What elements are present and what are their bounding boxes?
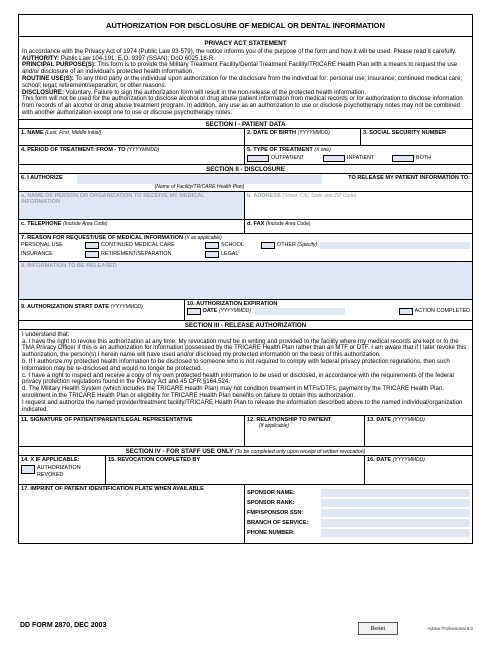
type-of-treatment: 5. TYPE OF TREATMENT (X one) OUTPATIENT INPATIENT BOTH xyxy=(247,146,431,162)
sponsor-name-label: SPONSOR NAME: xyxy=(247,490,295,497)
retirement-checkbox[interactable] xyxy=(205,251,219,258)
period-of-treatment-field[interactable]: 4. PERIOD OF TREATMENT: FROM - TO (YYYYMMDD) xyxy=(19,146,245,164)
insurance-label: INSURANCE xyxy=(21,251,53,258)
authorize-label: 6. I AUTHORIZE xyxy=(21,174,63,181)
relationship-field[interactable]: 12. RELATIONSHIP TO PATIENT (If applicable) xyxy=(245,416,365,446)
start-date-field[interactable]: 9. AUTHORIZATION START DATE (YYYYMMDD) xyxy=(19,300,185,320)
phone-field[interactable] xyxy=(321,529,470,537)
authorization-revoked-label: AUTHORIZATION REVOKED xyxy=(37,465,81,478)
outpatient-checkbox[interactable] xyxy=(247,155,269,162)
x-if-applicable: 14. X IF APPLICABLE: AUTHORIZATION REVOKED xyxy=(19,456,106,484)
continued-care-label: CONTINUED MEDICAL CARE xyxy=(101,242,175,249)
privacy-intro: In accordance with the Privacy Act of 1974 (Public Law 93-579), the notice informs you of the purpose of the form and how it will be used. Please read it carefully. xyxy=(22,47,457,55)
action-completed-label: ACTION COMPLETED xyxy=(414,308,470,315)
retirement-label: RETIREMENT/SEPARATION xyxy=(101,251,172,258)
fax-field[interactable]: d. FAX (Include Area Code) xyxy=(247,220,311,227)
signature-field[interactable]: 11. SIGNATURE OF PATIENT/PARENT/LEGAL REPRESENTATIVE xyxy=(19,416,245,446)
authorization-form xyxy=(18,14,473,544)
release-terms: I understand that: a. I have the right to revoke this authorization at any time. My revocation must be in writing and provided to the facility where my medical records are kept or to the TMA Privacy Officer if this is an authorization for information possessed by the TRICARE Health Plan rather than an MTF or DTF. I am aware that if I later revoke this authorization, the person(s) I herein name will have used and/or disclosed my protected information on the basis of this authorization. b. If I authorize my protected health information to be disclosed to someone who is not required to comply with federal privacy protection regulations, then such information may be re-disclosed and would no longer be protected. c. I have a right to inspect and receive a copy of my own protected health information to be used or disclosed, in accordance with the requirements of the federal privacy protection regulations found in the Privacy Act and 45 CFR §164.524. d. The Military Health System (which includes the TRICARE Health Plan) may not condition treatment in MTFs/DTFs, payment by the TRICARE Health Plan, enrollment in the TRICARE Health Plan or eligibility for TRICARE Health Plan benefits on failure to obtain this authorization. I request and authorize the named provider/treatment facility/TRICARE Health Plan to release the information described above to the named individual/organization indicated. xyxy=(19,330,472,417)
action-completed-checkbox[interactable] xyxy=(399,308,413,315)
authorization-revoked-checkbox[interactable] xyxy=(21,465,35,474)
other-checkbox[interactable] xyxy=(261,242,275,249)
recipient-name-field[interactable]: a. NAME OF PERSON OR ORGANIZATION TO RECEIVE MY MEDICAL INFORMATION xyxy=(19,192,245,219)
expiration-date-field[interactable] xyxy=(255,308,345,315)
signature-date-field[interactable]: 13. DATE (YYYYMMDD) xyxy=(367,417,425,424)
both-label: BOTH xyxy=(416,155,431,162)
section-1-heading: SECTION I - PATIENT DATA xyxy=(19,120,472,129)
fmp-ssn-label: FMP/SPONSOR SSN: xyxy=(247,510,304,517)
continued-care-checkbox[interactable] xyxy=(205,242,219,249)
branch-label: BRANCH OF SERVICE: xyxy=(247,520,309,527)
privacy-authority: AUTHORITY: Public Law 104-191; E.O. 9397 (SSAN); DoD 6025.18-R. xyxy=(22,54,215,62)
recipient-address-field[interactable]: b. ADDRESS (Street, City, State and ZIP Code) xyxy=(247,192,357,199)
sponsor-rank-field[interactable] xyxy=(321,499,470,507)
information-to-be-released-field[interactable]: 8. INFORMATION TO BE RELEASED xyxy=(19,262,472,299)
revocation-completed-by-field[interactable]: 15. REVOCATION COMPLETED BY xyxy=(106,456,365,484)
other-label: OTHER xyxy=(277,242,296,249)
form-title: AUTHORIZATION FOR DISCLOSURE OF MEDICAL OR DENTAL INFORMATION xyxy=(19,15,472,37)
sponsor-name-field[interactable] xyxy=(321,489,470,497)
other-specify-field[interactable] xyxy=(320,242,470,249)
section-4-heading: SECTION IV - FOR STAFF USE ONLY (To be completed only upon receipt of written revocation) xyxy=(19,447,472,456)
telephone-field[interactable]: c. TELEPHONE (Include Area Code) xyxy=(19,220,245,233)
school-label: SCHOOL xyxy=(221,242,244,249)
branch-field[interactable] xyxy=(321,519,470,527)
inpatient-checkbox[interactable] xyxy=(323,155,345,162)
personal-use-checkbox[interactable] xyxy=(85,242,99,249)
phone-label: PHONE NUMBER: xyxy=(247,530,295,537)
privacy-purpose: PRINCIPAL PURPOSE(S): This form is to provide the Military Treatment Facility/Dental Treatment Facility/TRICARE Health Plan with a means to request the use and/or disclosure of an individual's protected health information. xyxy=(22,61,458,76)
privacy-act-statement xyxy=(19,37,472,120)
expiration-label: 10. AUTHORIZATION EXPIRATION xyxy=(187,300,278,307)
sponsor-info xyxy=(245,485,472,543)
ssn-field[interactable]: 3. SOCIAL SECURITY NUMBER xyxy=(363,129,447,136)
expiration xyxy=(185,300,472,320)
form-footer xyxy=(18,620,473,638)
form-id: DD FORM 2870, DEC 2003 xyxy=(20,622,107,629)
insurance-checkbox[interactable] xyxy=(85,251,99,258)
sponsor-rank-label: SPONSOR RANK: xyxy=(247,500,295,507)
release-to-label: TO RELEASE MY PATIENT INFORMATION TO: xyxy=(348,174,470,181)
expiration-date-checkbox[interactable] xyxy=(187,308,201,315)
authorize-row xyxy=(19,174,472,191)
inpatient-label: INPATIENT xyxy=(347,155,375,162)
section-2-heading: SECTION II - DISCLOSURE xyxy=(19,165,472,174)
adobe-version: Adobe Professional 8.0 xyxy=(427,626,473,631)
privacy-routine-uses: ROUTINE USE(S): To any third party or the individual upon authorization for the disclosure from the individual for: personal use; insurance; continued medical care; school; legal; retirement/separation; or other reasons. xyxy=(22,74,463,89)
section-3-heading: SECTION III - RELEASE AUTHORIZATION xyxy=(19,321,472,330)
privacy-heading: PRIVACY ACT STATEMENT xyxy=(204,40,287,47)
revocation-date-field[interactable]: 16. DATE (YYYYMMDD) xyxy=(367,457,425,464)
legal-label: LEGAL xyxy=(221,251,239,258)
facility-hint: (Name of Facility/TRICARE Health Plan) xyxy=(154,183,245,190)
fmp-ssn-field[interactable] xyxy=(321,509,470,517)
privacy-disclosure: DISCLOSURE: Voluntary. Failure to sign the authorization form will result in the non-release of the protected health information. xyxy=(22,88,367,96)
date-of-birth-field[interactable]: 2. DATE OF BIRTH (YYYYMMDD) xyxy=(245,129,361,145)
patient-name-field[interactable]: 1. NAME (Last, First, Middle Initial) xyxy=(19,129,245,145)
facility-name-field[interactable] xyxy=(77,175,322,184)
personal-use-label: PERSONAL USE xyxy=(21,242,63,249)
reason-for-request: 7. REASON FOR REQUEST/USE OF MEDICAL INFORMATION (X as applicable) PERSONAL USE CONTINUED MEDICAL CARE SCHOOL OTHER (Specify) INSURANCE RETIREMENT/SEPARATION LEGAL xyxy=(19,234,472,261)
both-checkbox[interactable] xyxy=(392,155,414,162)
expiration-date-label: DATE (YYYYMMDD) xyxy=(203,308,252,315)
imprint-area[interactable]: 17. IMPRINT OF PATIENT IDENTIFICATION PLATE WHEN AVAILABLE xyxy=(19,485,245,543)
privacy-note: This form will not be used for the authorization to disclose alcohol or drug abuse patient information from medical records or for authorization to disclose information from records of an alcohol or drug abuse treatment program. In addition, any use as an authorization to use or disclose psychotherapy notes may not be combined with another authorization except one to use or disclose psychotherapy notes. xyxy=(22,95,463,116)
outpatient-label: OUTPATIENT xyxy=(271,155,305,162)
reset-button[interactable]: Reset xyxy=(358,622,398,635)
